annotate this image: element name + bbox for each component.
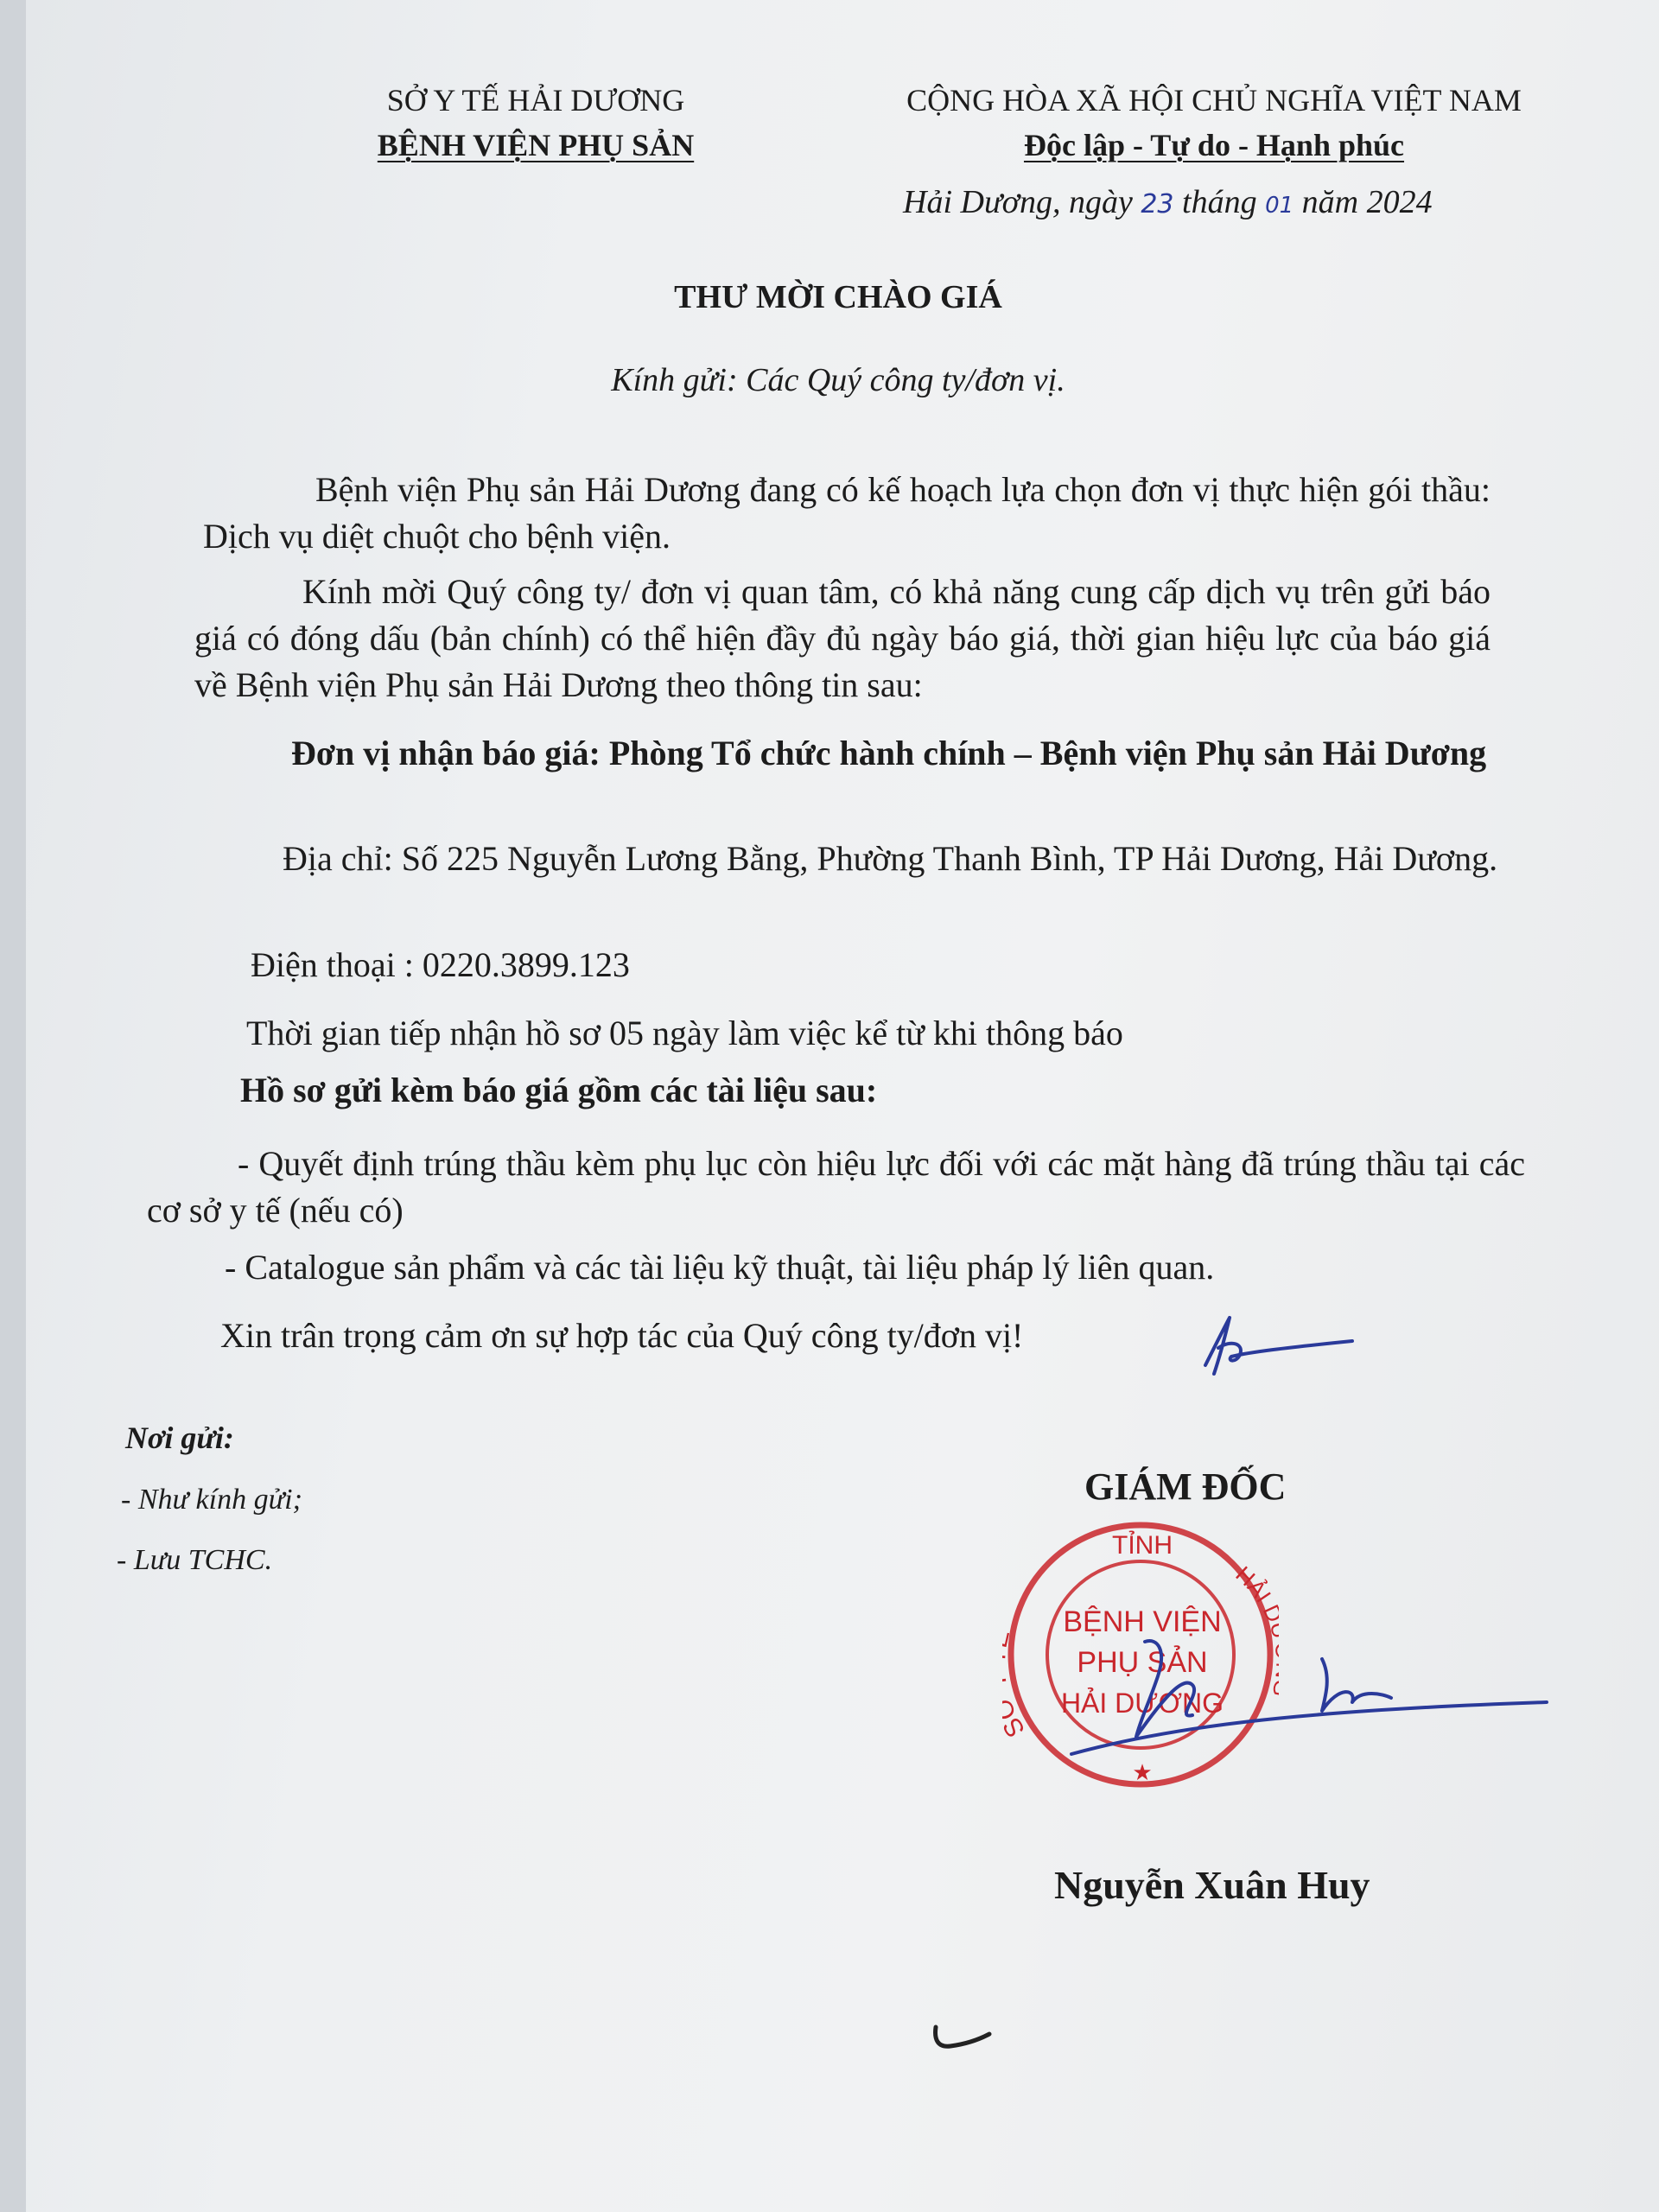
initials-signature	[1179, 1313, 1361, 1382]
nation-title: CỘNG HÒA XÃ HỘI CHỦ NGHĨA VIỆT NAM	[906, 83, 1522, 118]
recipient-item: - Lưu TCHC.	[117, 1544, 273, 1576]
docs-heading: Hồ sơ gửi kèm báo giá gồm các tài liệu sau:	[240, 1071, 878, 1109]
seal-line3: HẢI DƯƠNG	[1060, 1688, 1224, 1719]
signer-name: Nguyễn Xuân Huy	[1054, 1863, 1370, 1907]
date-month-word: tháng	[1182, 184, 1257, 220]
closing-line: Xin trân trọng cảm ơn sự hợp tác của Quý công ty/đơn vị!	[220, 1316, 1024, 1355]
date-year: năm 2024	[1301, 184, 1433, 220]
doc-item-decision: - Quyết định trúng thầu kèm phụ lục còn hiệu lực đối với các mặt hàng đã trúng thầu tại các cơ sở y tế (nếu có)	[147, 1144, 1525, 1230]
svg-text:★: ★	[1132, 1759, 1153, 1785]
submission-deadline: Thời gian tiếp nhận hồ sơ 05 ngày làm việc kể từ khi thông báo	[246, 1014, 1123, 1052]
receiver-unit: Đơn vị nhận báo giá: Phòng Tổ chức hành chính – Bệnh viện Phụ sản Hải Dương	[291, 734, 1487, 772]
recipient-item: - Như kính gửi;	[121, 1484, 302, 1516]
signer-position: GIÁM ĐỐC	[1084, 1465, 1287, 1508]
org-parent: SỞ Y TẾ HẢI DƯƠNG	[386, 83, 685, 118]
nation-motto: Độc lập - Tự do - Hạnh phúc	[1023, 128, 1405, 162]
salutation: Kính gửi: Các Quý công ty/đơn vị.	[611, 362, 1065, 398]
letter-page	[26, 0, 1659, 2212]
date-line	[903, 183, 1433, 221]
paragraph-invite: Kính mời Quý công ty/ đơn vị quan tâm, có khả năng cung cấp dịch vụ trên gửi báo giá có đóng dấu (bản chính) có thể hiện đầy đủ ngày báo giá, thời gian hiệu lực của báo giá về Bệnh viện Phụ sản Hải Dương theo thông tin sau:	[194, 572, 1491, 704]
receiver-phone: Điện thoại : 0220.3899.123	[251, 945, 630, 984]
pen-mark	[929, 2022, 998, 2056]
director-signature	[1060, 1624, 1555, 1763]
date-month: 01	[1265, 193, 1294, 219]
receiver-address: Địa chỉ: Số 225 Nguyễn Lương Bằng, Phường Thanh Bình, TP Hải Dương, Hải Dương.	[283, 839, 1498, 878]
seal-line2: PHỤ SẢN	[1077, 1646, 1208, 1679]
seal-line1: BỆNH VIỆN	[1063, 1605, 1222, 1638]
seal-right-arc: HẢI	[1230, 1560, 1277, 1607]
org-name: BỆNH VIỆN PHỤ SẢN	[377, 128, 695, 162]
seal-top-text: TỈNH	[1112, 1531, 1173, 1560]
date-prefix: Hải Dương, ngày	[903, 184, 1133, 220]
doc-item-catalogue: - Catalogue sản phẩm và các tài liệu kỹ thuật, tài liệu pháp lý liên quan.	[225, 1248, 1215, 1287]
paragraph-intro: Bệnh viện Phụ sản Hải Dương đang có kế hoạch lựa chọn đơn vị thực hiện gói thầu: Dịch vụ diệt chuột cho bệnh viện.	[203, 470, 1491, 556]
letter-title: THƯ MỜI CHÀO GIÁ	[674, 279, 1002, 315]
date-day: 23	[1141, 189, 1174, 219]
recipients-label: Nơi gửi:	[125, 1421, 234, 1455]
